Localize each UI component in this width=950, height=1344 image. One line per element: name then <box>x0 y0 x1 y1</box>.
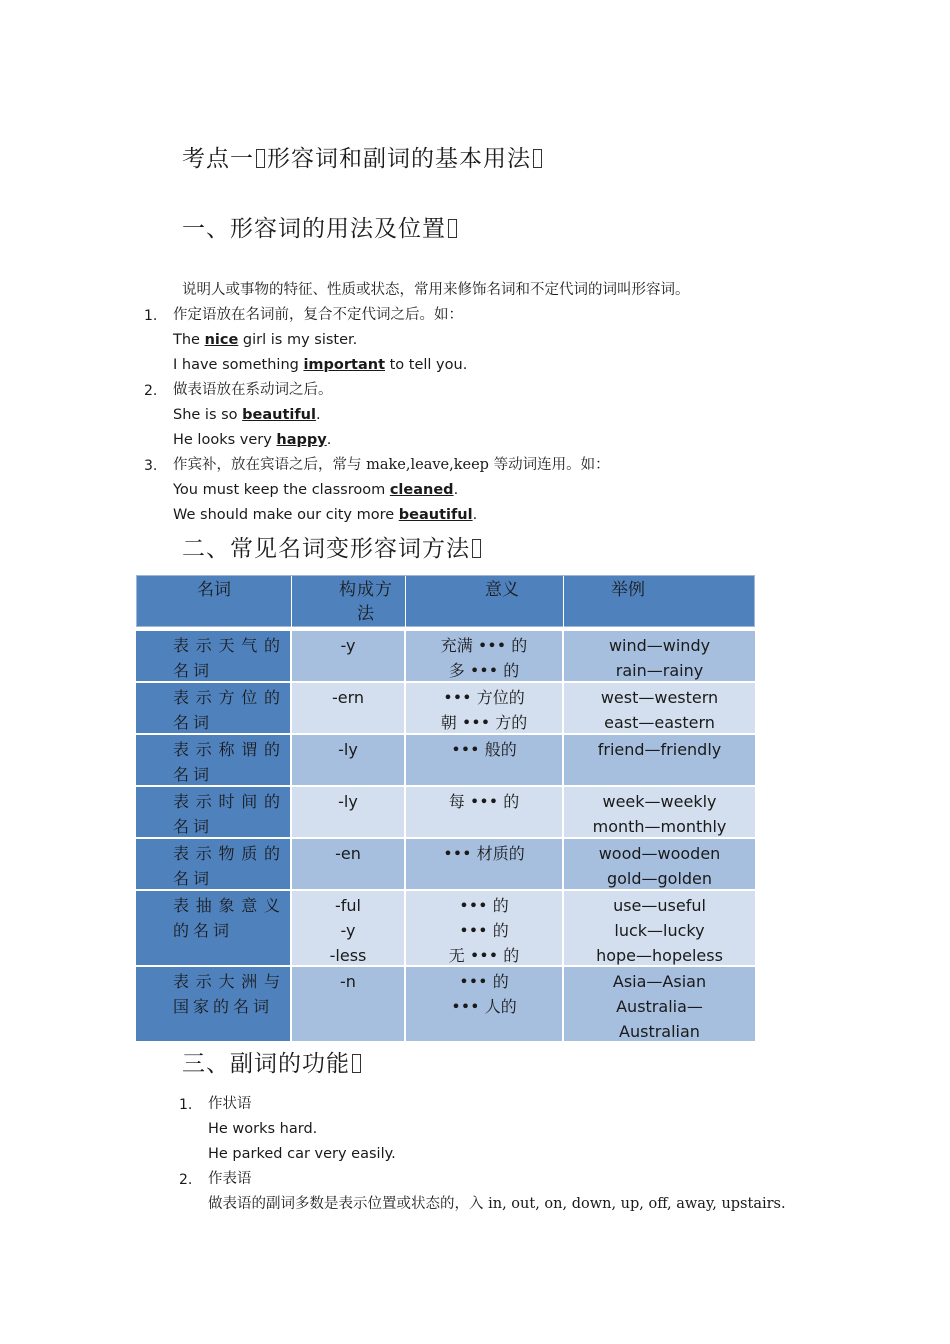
cell-example: wood—wooden gold—golden <box>564 839 755 889</box>
list-number: 3. <box>144 458 158 474</box>
cell-noun: 表示天气的名词 <box>136 631 290 681</box>
cell-suffix: -ful -y -less <box>292 891 404 965</box>
list-number: 2. <box>179 1172 193 1188</box>
header-divider <box>563 576 564 628</box>
example-sentence: He looks very happy. <box>173 432 332 448</box>
table-row <box>136 891 755 965</box>
example-keyword: important <box>303 357 385 373</box>
explanation-text: 做表语的副词多数是表示位置或状态的，入 in, out, on, down, up, off, away, upstairs. <box>208 1196 786 1212</box>
cell-suffix: -ly <box>292 787 404 837</box>
table-row <box>136 787 755 837</box>
cell-noun: 表示物质的名词 <box>136 839 290 889</box>
cell-meaning: ••• 材质的 <box>406 839 562 889</box>
cell-example: west—western east—eastern <box>564 683 755 733</box>
table-row <box>136 683 755 733</box>
example-sentence: We should make our city more beautiful. <box>173 507 478 523</box>
header-example: 举例 <box>611 580 645 600</box>
example-sentence: The nice girl is my sister. <box>173 332 358 348</box>
cell-suffix: -n <box>292 967 404 1041</box>
example-sentence: I have something important to tell you. <box>173 357 468 373</box>
list-item-text: 作状语 <box>208 1096 252 1112</box>
list-item-text: 作定语放在名词前，复合不定代词之后。如： <box>173 307 463 323</box>
section2-heading: 二、常见名词变形容词方法 <box>182 530 483 563</box>
list-item-text: 作表语 <box>208 1171 252 1187</box>
missing-glyph-box <box>352 1054 361 1073</box>
cell-meaning: ••• 方位的 朝 ••• 方的 <box>406 683 562 733</box>
cell-example: use—useful luck—lucky hope—hopeless <box>564 891 755 965</box>
header-divider <box>291 576 292 628</box>
example-keyword: beautiful <box>242 407 316 423</box>
cell-suffix: -ly <box>292 735 404 785</box>
example-keyword: happy <box>276 432 327 448</box>
cell-example: wind—windy rain—rainy <box>564 631 755 681</box>
cell-example: Asia—Asian Australia— Australian <box>564 967 755 1041</box>
cell-meaning: ••• 的 ••• 人的 <box>406 967 562 1041</box>
example-sentence: He works hard. <box>208 1121 318 1137</box>
header-meaning: 意义 <box>485 580 519 600</box>
example-keyword: nice <box>204 332 239 348</box>
cell-noun: 表示大洲与国家的名词 <box>136 967 290 1041</box>
cell-noun: 表示方位的名词 <box>136 683 290 733</box>
cell-example: week—weekly month—monthly <box>564 787 755 837</box>
cell-noun: 表抽象意义的名词 <box>136 891 290 965</box>
table-header <box>136 575 755 627</box>
list-number: 1. <box>179 1097 193 1113</box>
cell-noun: 表示时间的名词 <box>136 787 290 837</box>
missing-glyph-box <box>256 149 265 168</box>
missing-glyph-box <box>448 219 457 238</box>
example-keyword: cleaned <box>389 482 454 498</box>
example-sentence: You must keep the classroom cleaned. <box>173 482 459 498</box>
cell-meaning: ••• 般的 <box>406 735 562 785</box>
table-row <box>136 967 755 1041</box>
section3-heading: 三、副词的功能 <box>182 1045 363 1078</box>
example-sentence: He parked car very easily. <box>208 1146 396 1162</box>
cell-noun: 表示称谓的名词 <box>136 735 290 785</box>
cell-suffix: -y <box>292 631 404 681</box>
list-item-text: 作宾补，放在宾语之后，常与 make,leave,keep 等动词连用。如： <box>173 457 610 473</box>
cell-suffix: -ern <box>292 683 404 733</box>
header-noun: 名词 <box>197 580 231 600</box>
list-item-text: 做表语放在系动词之后。 <box>173 382 333 398</box>
example-keyword: beautiful <box>398 507 473 523</box>
list-number: 1. <box>144 308 158 324</box>
cell-example: friend—friendly <box>564 735 755 785</box>
cell-meaning: 每 ••• 的 <box>406 787 562 837</box>
cell-meaning: ••• 的 ••• 的 无 ••• 的 <box>406 891 562 965</box>
list-number: 2. <box>144 383 158 399</box>
missing-glyph-box <box>472 539 481 558</box>
example-sentence: She is so beautiful. <box>173 407 321 423</box>
cell-meaning: 充满 ••• 的 多 ••• 的 <box>406 631 562 681</box>
header-divider <box>405 576 406 628</box>
page-title: 考点一 形容词和副词的基本用法 <box>182 140 544 173</box>
section1-heading: 一、形容词的用法及位置 <box>182 210 459 243</box>
table-row <box>136 735 755 785</box>
table-row <box>136 631 755 681</box>
section1-intro: 说明人或事物的特征、性质或状态，常用来修饰名词和不定代词的词叫形容词。 <box>182 282 690 298</box>
table-row <box>136 839 755 889</box>
missing-glyph-box <box>533 149 542 168</box>
cell-suffix: -en <box>292 839 404 889</box>
header-formation: 构成方法 <box>339 580 393 624</box>
